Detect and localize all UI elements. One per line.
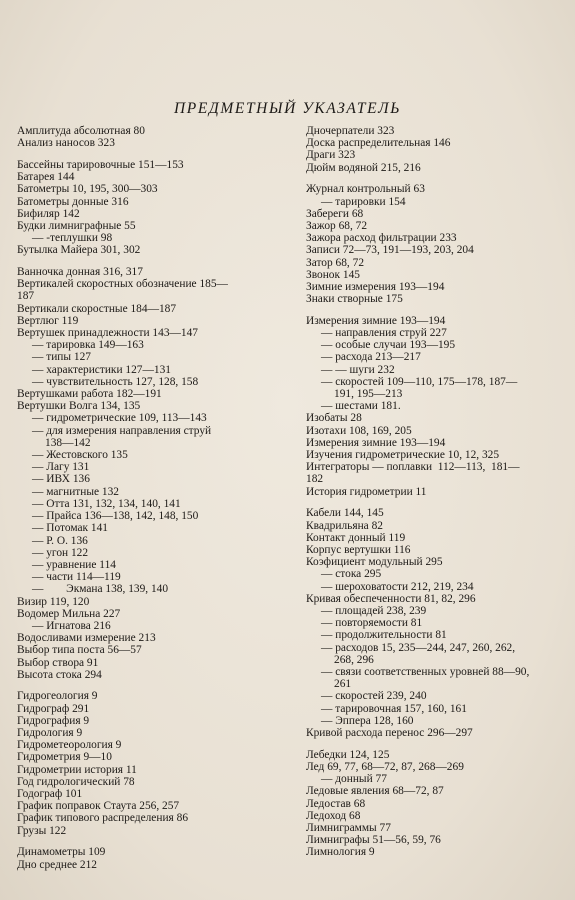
index-entry: Вертушки Волга 134, 135	[17, 400, 141, 413]
index-entry: — продолжительности 81	[321, 629, 447, 642]
index-entry: — особые случаи 193—195	[321, 339, 456, 352]
index-entry: Записи 72—73, 191—193, 203, 204	[306, 244, 474, 257]
index-entry: 261	[334, 678, 352, 691]
index-entry: — характеристики 127—131	[32, 363, 171, 376]
page-title: ПРЕДМЕТНЫЙ УКАЗАТЕЛЬ	[173, 100, 402, 117]
index-entry: Лед 69, 77, 68—72, 87, 268—269	[306, 760, 464, 773]
index-entry: Лебедки 124, 125	[306, 748, 390, 761]
index-entry: Бутылка Майера 301, 302	[17, 244, 141, 257]
index-entry: — расхода 213—217	[321, 351, 421, 364]
index-entry: Зимние измерения 193—194	[306, 280, 445, 293]
index-group	[17, 690, 279, 836]
index-column-right	[306, 125, 562, 868]
index-group	[306, 125, 562, 174]
index-entry: — типы 127	[32, 351, 91, 364]
index-entry: Батометры донные 316	[17, 195, 129, 208]
index-entry: Вертикалей скоростных обозначение 185—	[17, 278, 228, 291]
index-entry: Гидрометрия 9—10	[17, 751, 112, 764]
index-entry: Изучения гидрометрические 10, 12, 325	[306, 449, 500, 462]
index-entry: Выбор типа поста 56—57	[17, 644, 142, 657]
index-entry: 268, 296	[334, 653, 374, 666]
index-entry: — повторяемости 81	[321, 617, 423, 630]
index-entry: Год гидрологический 78	[17, 775, 135, 788]
index-entry: — Игнатова 216	[32, 619, 111, 632]
index-entry: — Потомак 141	[32, 522, 108, 535]
index-entry: 182	[306, 473, 324, 486]
index-entry: 191, 195—213	[334, 388, 403, 401]
index-entry: История гидрометрии 11	[306, 485, 427, 498]
index-entry: Лимнология 9	[306, 846, 375, 859]
index-entry: Водосливами измерение 213	[17, 632, 156, 645]
index-entry: Изобаты 28	[306, 412, 362, 425]
index-entry: Грузы 122	[17, 824, 67, 837]
index-entry: — Лагу 131	[32, 461, 90, 474]
index-entry: Визир 119, 120	[17, 595, 90, 608]
index-entry: Динамометры 109	[17, 846, 106, 859]
index-entry: Гидрограф 291	[17, 702, 90, 715]
index-entry: Гидрогеология 9	[17, 690, 98, 703]
index-entry: — связи соответственных уровней 88—90,	[321, 666, 530, 679]
index-entry: Дночерпатели 323	[306, 125, 395, 137]
index-entry: Дюйм водяной 215, 216	[306, 161, 421, 174]
index-entry: — донный 77	[321, 773, 387, 786]
index-group	[306, 749, 562, 859]
index-entry: Бифиляр 142	[17, 207, 80, 220]
index-entry: — направления струй 227	[321, 327, 447, 340]
index-entry: Квадрильяна 82	[306, 519, 383, 532]
index-entry: Зажор 68, 72	[306, 219, 368, 232]
index-entry: Дно среднее 212	[17, 858, 98, 871]
index-entry: Корпус вертушки 116	[306, 544, 411, 556]
index-entry: Кривая обеспеченности 81, 82, 296	[306, 592, 476, 605]
index-entry: Будки лимниграфные 55	[17, 219, 136, 232]
index-entry: — Прайса 136—138, 142, 148, 150	[32, 510, 199, 523]
index-entry: — расходов 15, 235—244, 247, 260, 262,	[321, 641, 516, 654]
index-entry: — уравнение 114	[32, 558, 116, 571]
index-entry: — -теплушки 98	[32, 232, 113, 245]
index-entry: Высота стока 294	[17, 668, 102, 681]
index-group	[17, 846, 279, 870]
index-entry: Вертлюг 119	[17, 314, 79, 327]
index-group	[306, 315, 562, 498]
index-entry: Звонок 145	[306, 268, 360, 281]
index-entry: — Р. О. 136	[32, 534, 88, 547]
index-entry: Гидрометеорология 9	[17, 739, 122, 752]
index-entry: — скоростей 109—110, 175—178, 187—	[321, 375, 518, 388]
index-entry: — тарировка 149—163	[32, 339, 144, 352]
index-entry: Ледовые явления 68—72, 87	[306, 785, 444, 798]
index-entry: — части 114—119	[32, 571, 121, 584]
index-group	[17, 159, 279, 257]
index-entry: Затор 68, 72	[306, 256, 365, 269]
index-entry: Ледоход 68	[306, 809, 361, 822]
index-entry: Гидрография 9	[17, 714, 90, 727]
index-entry: — гидрометрические 109, 113—143	[32, 412, 207, 425]
index-group	[306, 183, 562, 305]
index-column-left	[17, 125, 279, 880]
index-entry: Вертушками работа 182—191	[17, 388, 162, 401]
index-entry: Амплитуда абсолютная 80	[17, 125, 145, 137]
index-entry: Журнал контрольный 63	[306, 183, 425, 196]
index-entry: Кривой расхода перенос 296—297	[306, 727, 473, 740]
index-entry: — Экмана 138, 139, 140	[32, 583, 169, 596]
index-entry: Батометры 10, 195, 300—303	[17, 183, 158, 196]
index-entry: — — шуги 232	[321, 363, 395, 376]
index-entry: — тарировочная 157, 160, 161	[321, 702, 467, 715]
index-entry: Вертикали скоростные 184—187	[17, 302, 177, 315]
index-group	[17, 125, 279, 149]
index-entry: Забереги 68	[306, 207, 364, 220]
index-entry: — магнитные 132	[32, 485, 120, 498]
index-entry: — чувствительность 127, 128, 158	[32, 375, 199, 388]
index-group	[17, 266, 279, 681]
index-entry: Изотахи 108, 169, 205	[306, 424, 412, 437]
index-entry: — для измерения направления струй	[32, 424, 212, 437]
index-entry: Знаки створные 175	[306, 293, 403, 306]
index-entry: — скоростей 239, 240	[321, 690, 427, 703]
index-entry: Коэфициент модульный 295	[306, 556, 443, 569]
index-entry: — Жестовского 135	[32, 449, 128, 462]
index-entry: Ванночка донная 316, 317	[17, 266, 143, 279]
index-entry: — тарировки 154	[321, 195, 406, 208]
index-entry: Годограф 101	[17, 788, 83, 801]
index-entry: 138—142	[45, 436, 91, 449]
index-entry: Анализ наносов 323	[17, 137, 115, 150]
index-entry: — Эппера 128, 160	[321, 714, 414, 727]
index-entry: — площадей 238, 239	[321, 605, 427, 618]
index-entry: Ледостав 68	[306, 797, 366, 810]
index-entry: Бассейны тарировочные 151—153	[17, 158, 184, 171]
index-entry: Доска распределительная 146	[306, 137, 451, 150]
index-group	[306, 507, 562, 739]
index-entry: — ИВХ 136	[32, 473, 90, 486]
index-entry: График поправок Стаута 256, 257	[17, 800, 180, 813]
index-entry: 187	[17, 290, 35, 303]
index-entry: — шероховатости 212, 219, 234	[321, 580, 474, 593]
index-entry: Зажора расход фильтрации 233	[306, 232, 457, 245]
index-entry: Выбор створа 91	[17, 656, 99, 669]
index-entry: — Отта 131, 132, 134, 140, 141	[32, 497, 181, 510]
index-entry: Лимниграфы 51—56, 59, 76	[306, 834, 441, 847]
index-entry: Вертушек принадлежности 143—147	[17, 327, 198, 340]
index-entry: Батарея 144	[17, 171, 75, 184]
index-entry: Лимниграммы 77	[306, 821, 391, 834]
index-entry: — угон 122	[32, 546, 89, 559]
index-entry: — шестами 181.	[321, 400, 401, 413]
index-entry: Гидрология 9	[17, 727, 83, 740]
index-entry: График типового распределения 86	[17, 812, 189, 825]
index-entry: Кабели 144, 145	[306, 507, 384, 520]
index-entry: Интеграторы — поплавки 112—113, 181—	[306, 461, 520, 474]
index-entry: Контакт донный 119	[306, 531, 406, 544]
index-entry: Измерения зимние 193—194	[306, 314, 446, 327]
index-entry: — стока 295	[321, 568, 382, 581]
index-entry: Измерения зимние 193—194	[306, 436, 446, 449]
index-entry: Гидрометрии история 11	[17, 763, 137, 776]
index-entry: Драги 323	[306, 149, 356, 162]
index-entry: Водомер Мильна 227	[17, 607, 121, 620]
